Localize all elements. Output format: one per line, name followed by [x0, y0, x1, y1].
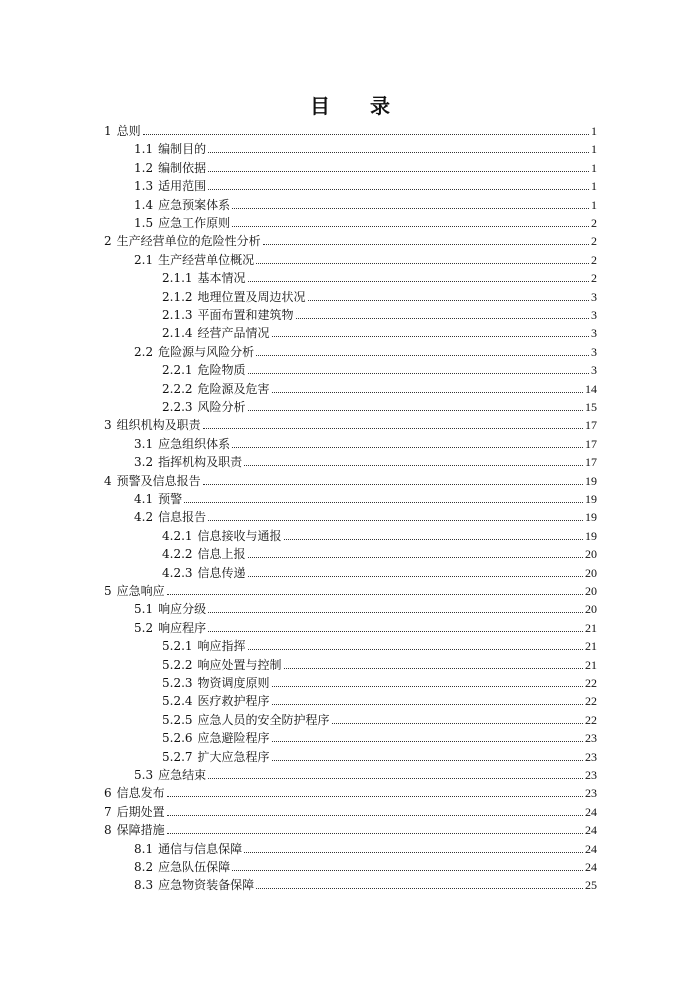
toc-dot-leader [203, 427, 583, 429]
toc-entry-page: 24 [585, 860, 597, 874]
toc-entry[interactable] [134, 619, 597, 637]
toc-entry-title: 编制依据 [158, 160, 207, 175]
toc-entry-number: 3.1 [134, 436, 154, 451]
toc-entry-number: 2.1.1 [162, 271, 193, 286]
toc-entry[interactable] [162, 729, 597, 747]
toc-entry-page: 19 [585, 510, 597, 525]
toc-entry[interactable] [134, 876, 597, 894]
toc-entry-page: 22 [585, 676, 597, 690]
toc-entry[interactable] [104, 582, 597, 600]
toc-entry-title: 平面布置和建筑物 [197, 308, 294, 322]
toc-entry-title: 指挥机构及职责 [158, 455, 243, 470]
toc-dot-leader [284, 538, 583, 540]
toc-dot-leader [232, 446, 583, 448]
toc-entry[interactable] [162, 674, 597, 692]
toc-entry-page: 15 [585, 400, 597, 414]
toc-entry-page: 2 [591, 216, 597, 230]
toc-entry[interactable] [134, 490, 597, 508]
toc-entry-title: 编制目的 [158, 142, 207, 157]
toc-entry-page: 17 [585, 418, 597, 433]
toc-dot-leader [272, 391, 583, 393]
toc-dot-leader [248, 648, 583, 650]
toc-entry-page: 23 [585, 749, 597, 764]
toc-entry[interactable] [134, 196, 597, 214]
toc-entry-page: 3 [591, 363, 597, 378]
toc-entry[interactable] [162, 361, 597, 379]
toc-entry[interactable] [134, 343, 597, 361]
toc-entry-title: 应急工作原则 [158, 216, 231, 230]
toc-entry-title: 应急结束 [158, 768, 207, 782]
toc-entry-page: 20 [585, 602, 597, 617]
toc-entry-title: 组织机构及职责 [116, 418, 201, 433]
toc-entry[interactable] [134, 214, 597, 232]
toc-entry-page: 25 [585, 878, 597, 893]
toc-entry-number: 1.2 [134, 160, 154, 175]
toc-entry[interactable] [162, 692, 597, 710]
toc-dot-leader [184, 501, 583, 503]
toc-entry-number: 1.1 [134, 142, 154, 157]
toc-dot-leader [208, 170, 589, 172]
toc-entry-title: 应急人员的安全防护程序 [197, 712, 330, 727]
toc-entry-number: 5.2.6 [162, 731, 193, 746]
toc-entry[interactable] [162, 380, 597, 398]
toc-entry-page: 1 [591, 197, 597, 212]
toc-entry-page: 20 [585, 584, 597, 598]
toc-entry-number: 4 [104, 473, 112, 488]
toc-entry[interactable] [162, 527, 597, 545]
toc-entry-number: 4.2.1 [162, 528, 193, 543]
toc-entry-title: 生产经营单位的危险性分析 [116, 234, 261, 249]
toc-entry-page: 19 [585, 473, 597, 488]
toc-entry-page: 17 [585, 455, 597, 470]
toc-entry-title: 响应处置与控制 [197, 657, 282, 672]
toc-dot-leader [272, 703, 583, 705]
toc-entry-title: 信息发布 [116, 786, 165, 801]
toc-entry-number: 4.2.2 [162, 547, 193, 562]
toc-entry[interactable] [162, 711, 597, 729]
toc-entry-number: 5.3 [134, 768, 154, 782]
toc-entry-page: 21 [585, 639, 597, 654]
toc-dot-leader [256, 262, 589, 264]
toc-entry[interactable] [134, 766, 597, 784]
toc-entry-number: 5.2.1 [162, 639, 193, 654]
toc-entry-page: 14 [585, 381, 597, 396]
toc-entry[interactable] [134, 435, 597, 453]
toc-entry-page: 2 [591, 271, 597, 286]
toc-entry-page: 23 [585, 731, 597, 746]
toc-entry-number: 5.2.5 [162, 712, 193, 727]
toc-entry-page: 19 [585, 528, 597, 543]
toc-entry-title: 应急避险程序 [197, 731, 270, 746]
toc-entry-title: 保障措施 [116, 823, 165, 838]
toc-entry-title: 危险物质 [197, 363, 246, 378]
toc-entry-number: 8.1 [134, 841, 154, 856]
toc-entry[interactable] [104, 784, 597, 802]
toc-dot-leader [208, 519, 583, 521]
toc-entry-number: 2.2.1 [162, 363, 193, 378]
toc-entry-number: 8.2 [134, 860, 154, 874]
toc-dot-leader [248, 575, 583, 577]
toc-entry-number: 4.2.3 [162, 565, 193, 580]
toc-entry-title: 应急队伍保障 [158, 860, 231, 874]
toc-entry-number: 2.2 [134, 344, 154, 359]
toc-dot-leader [167, 832, 583, 834]
toc-entry-page: 24 [585, 841, 597, 856]
toc-entry-page: 23 [585, 768, 597, 782]
toc-entry-page: 20 [585, 565, 597, 580]
toc-entry-number: 5.2.2 [162, 657, 193, 672]
toc-entry[interactable] [134, 177, 597, 195]
toc-entry-page: 23 [585, 786, 597, 801]
toc-entry-number: 7 [104, 804, 112, 819]
toc-entry-title: 应急预案体系 [158, 197, 231, 212]
toc-dot-leader [248, 372, 589, 374]
toc-entry[interactable] [134, 159, 597, 177]
toc-entry-page: 24 [585, 823, 597, 838]
toc-dot-leader [248, 409, 583, 411]
toc-entry-title: 应急物资装备保障 [158, 878, 255, 893]
toc-entry-title: 应急组织体系 [158, 436, 231, 451]
toc-entry-title: 地理位置及周边状况 [197, 289, 306, 304]
toc-dot-leader [272, 740, 583, 742]
toc-entry-title: 信息报告 [158, 510, 207, 525]
toc-dot-leader [263, 243, 589, 245]
toc-entry[interactable] [162, 288, 597, 306]
toc-entry-page: 20 [585, 547, 597, 562]
toc-entry-page: 17 [585, 436, 597, 451]
toc-entry-title: 医疗救护程序 [197, 694, 270, 709]
toc-entry-title: 响应指挥 [197, 639, 246, 654]
toc-entry-title: 后期处置 [116, 804, 165, 819]
toc-entry[interactable] [104, 232, 597, 250]
toc-entry[interactable] [134, 858, 597, 876]
toc-entry-title: 响应分级 [158, 602, 207, 617]
toc-entry-number: 5.2 [134, 620, 154, 635]
toc-dot-leader [143, 133, 589, 135]
toc-entry[interactable] [134, 508, 597, 526]
toc-entry[interactable] [134, 140, 597, 158]
toc-dot-leader [232, 225, 589, 227]
toc-entry-page: 24 [585, 804, 597, 819]
toc-entry-page: 22 [585, 694, 597, 709]
toc-entry[interactable] [162, 398, 597, 416]
toc-entry[interactable] [162, 564, 597, 582]
toc-entry-title: 危险源与风险分析 [158, 344, 255, 359]
toc-entry-title: 信息接收与通报 [197, 528, 282, 543]
toc-dot-leader [167, 593, 583, 595]
toc-dot-leader [232, 207, 589, 209]
toc-entry-page: 19 [585, 492, 597, 506]
toc-entry-title: 预警及信息报告 [116, 473, 201, 488]
toc-entry-title: 总则 [116, 124, 141, 138]
toc-entry-title: 信息传递 [197, 565, 246, 580]
toc-dot-leader [296, 317, 589, 319]
toc-entry-number: 2 [104, 234, 112, 249]
toc-entry-number: 2.1 [134, 252, 154, 267]
toc-entry[interactable] [134, 453, 597, 471]
toc-dot-leader [284, 667, 583, 669]
toc-entry-number: 6 [104, 786, 112, 801]
toc-dot-leader [208, 777, 583, 779]
toc-entry-number: 2.2.3 [162, 400, 193, 414]
toc-entry-page: 3 [591, 326, 597, 341]
toc-entry-title: 信息上报 [197, 547, 246, 562]
toc-entry-title: 通信与信息保障 [158, 841, 243, 856]
toc-entry[interactable] [134, 840, 597, 858]
toc-entry-title: 响应程序 [158, 620, 207, 635]
toc-entry-page: 21 [585, 657, 597, 672]
toc-entry[interactable] [162, 748, 597, 766]
toc-entry[interactable] [104, 416, 597, 434]
toc-entry-number: 4.1 [134, 492, 154, 506]
toc-dot-leader [308, 299, 589, 301]
toc-entry-number: 2.2.2 [162, 381, 193, 396]
toc-entry-page: 1 [591, 179, 597, 194]
toc-entry-number: 3 [104, 418, 112, 433]
toc-entry-number: 1.3 [134, 179, 154, 194]
toc-entry-number: 5.1 [134, 602, 154, 617]
toc-entry[interactable] [162, 637, 597, 655]
toc-dot-leader [272, 759, 583, 761]
toc-entry-title: 物资调度原则 [197, 676, 270, 690]
toc-entry-number: 2.1.2 [162, 289, 193, 304]
toc-dot-leader [208, 630, 583, 632]
toc-entry-number: 2.1.4 [162, 326, 193, 341]
toc-entry-title: 预警 [158, 492, 183, 506]
toc-dot-leader [232, 869, 583, 871]
toc-dot-leader [272, 685, 583, 687]
toc-entry[interactable] [162, 269, 597, 287]
toc-entry-number: 1.4 [134, 197, 154, 212]
toc-entry-number: 5.2.7 [162, 749, 193, 764]
toc-entry-page: 3 [591, 308, 597, 322]
toc-entry-page: 2 [591, 234, 597, 249]
toc-entry-number: 8 [104, 823, 112, 838]
toc-entry-number: 2.1.3 [162, 308, 193, 322]
toc-entry[interactable] [104, 821, 597, 839]
page-title [0, 90, 700, 119]
toc-entry-number: 5 [104, 584, 112, 598]
toc-dot-leader [203, 483, 583, 485]
toc-dot-leader [167, 814, 583, 816]
toc-entry-page: 22 [585, 712, 597, 727]
toc-entry[interactable] [162, 545, 597, 563]
toc-entry-number: 1.5 [134, 216, 154, 230]
toc-entry-title: 风险分析 [197, 400, 246, 414]
toc-dot-leader [256, 887, 583, 889]
toc-entry-page: 3 [591, 289, 597, 304]
toc-entry-number: 5.2.4 [162, 694, 193, 709]
toc-entry-page: 2 [591, 252, 597, 267]
toc-entry[interactable] [104, 472, 597, 490]
toc-dot-leader [208, 611, 583, 613]
toc-entry-page: 21 [585, 620, 597, 635]
toc-entry-title: 生产经营单位概况 [158, 252, 255, 267]
toc-entry-number: 4.2 [134, 510, 154, 525]
toc-entry-title: 适用范围 [158, 179, 207, 194]
toc-entry[interactable] [134, 251, 597, 269]
toc-entry[interactable] [104, 803, 597, 821]
toc-entry[interactable] [162, 324, 597, 342]
toc-dot-leader [272, 335, 589, 337]
toc-dot-leader [248, 280, 589, 282]
toc-entry[interactable] [162, 306, 597, 324]
toc-dot-leader [208, 151, 589, 153]
title-char-2: 录 [370, 94, 390, 118]
toc-entry-title: 经营产品情况 [197, 326, 270, 341]
toc-entry-page: 1 [591, 142, 597, 157]
toc-entry-number: 3.2 [134, 455, 154, 470]
toc-entry-title: 危险源及危害 [197, 381, 270, 396]
toc-entry-page: 1 [591, 124, 597, 138]
toc-entry-title: 基本情况 [197, 271, 246, 286]
toc-dot-leader [208, 188, 589, 190]
toc-entry-number: 1 [104, 124, 112, 138]
toc-dot-leader [332, 722, 583, 724]
toc-entry-page: 1 [591, 160, 597, 175]
toc-entry-number: 8.3 [134, 878, 154, 893]
toc-dot-leader [248, 556, 583, 558]
toc-entry-page: 3 [591, 344, 597, 359]
toc-dot-leader [256, 354, 589, 356]
toc-entry-number: 5.2.3 [162, 676, 193, 690]
toc-entry-title: 应急响应 [116, 584, 165, 598]
title-char-1: 目 [310, 94, 330, 118]
toc-entry[interactable] [134, 600, 597, 618]
toc-entry-title: 扩大应急程序 [197, 749, 270, 764]
toc-entry[interactable] [162, 656, 597, 674]
toc-entry[interactable] [104, 122, 597, 140]
toc-dot-leader [244, 851, 583, 853]
toc-dot-leader [244, 464, 583, 466]
toc-dot-leader [167, 795, 583, 797]
